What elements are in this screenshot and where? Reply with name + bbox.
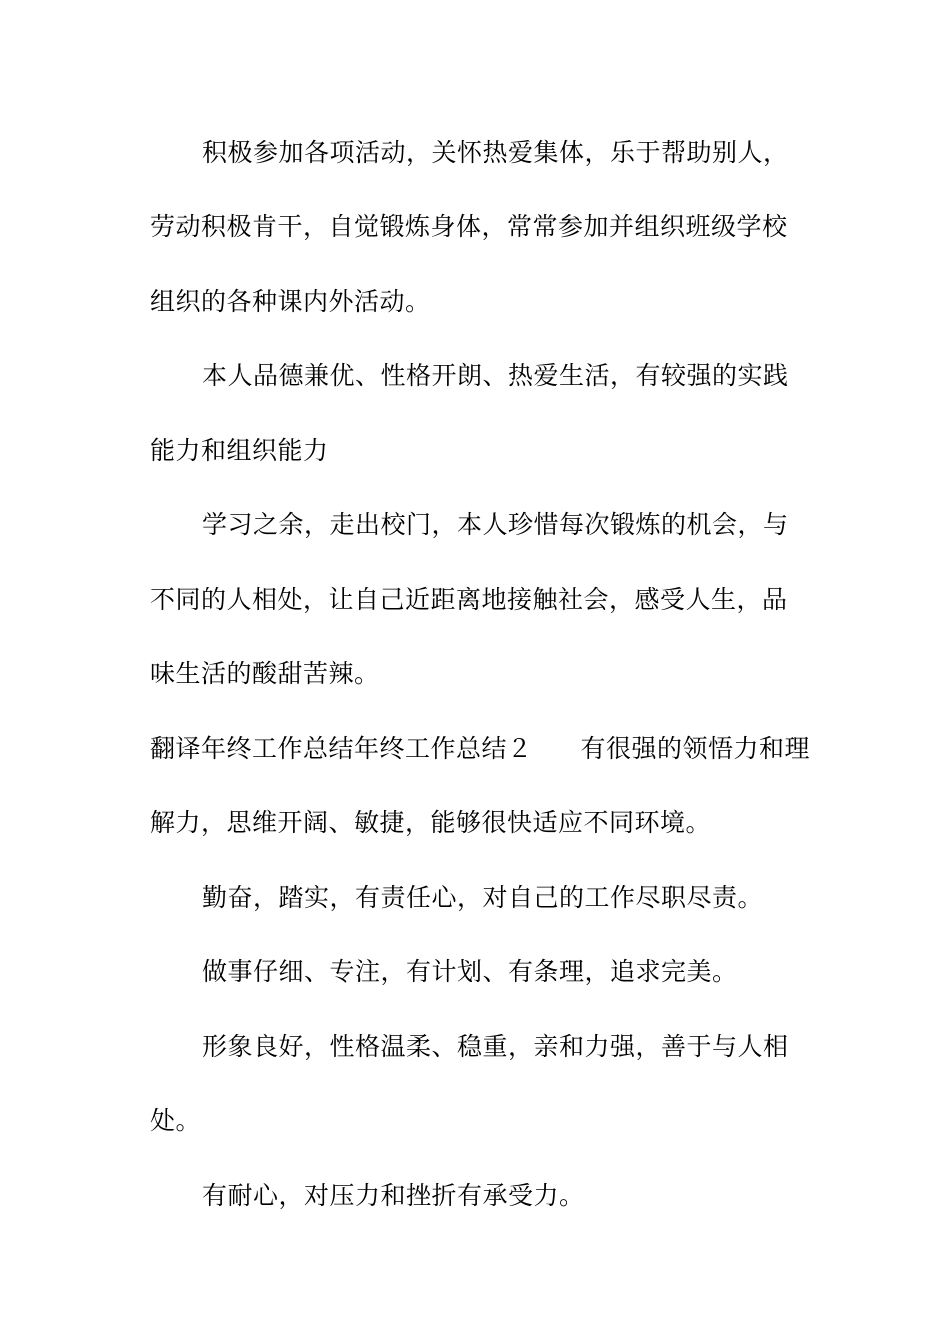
text-line: 做事仔细、专注，有计划、有条理，追求完美。 xyxy=(202,957,738,986)
heading-line xyxy=(150,734,810,764)
text-line: 不同的人相处，让自己近距离地接触社会，感受人生，品 xyxy=(150,585,788,614)
text-line: 学习之余，走出校门，本人珍惜每次锻炼的机会，与 xyxy=(202,510,789,539)
text-line: 本人品德兼优、性格开朗、热爱生活，有较强的实践 xyxy=(202,361,789,390)
text-fragment: 有很强的领悟力和理 xyxy=(580,734,811,763)
text-line: 处。 xyxy=(150,1106,202,1135)
text-line: 勤奋，踏实，有责任心，对自己的工作尽职尽责。 xyxy=(202,883,764,912)
text-line: 组织的各种课内外活动。 xyxy=(150,287,431,316)
text-line: 味生活的酸甜苦辣。 xyxy=(150,659,380,688)
text-line: 形象良好，性格温柔、稳重，亲和力强，善于与人相 xyxy=(202,1032,789,1061)
text-line: 积极参加各项活动，关怀热爱集体，乐于帮助别人， xyxy=(202,138,789,167)
text-line: 解力，思维开阔、敏捷，能够很快适应不同环境。 xyxy=(150,808,712,837)
section-heading: 翻译年终工作总结年终工作总结２ xyxy=(150,734,533,763)
text-line: 有耐心，对压力和挫折有承受力。 xyxy=(202,1181,585,1210)
text-line: 劳动积极肯干，自觉锻炼身体，常常参加并组织班级学校 xyxy=(150,212,788,241)
text-line: 能力和组织能力 xyxy=(150,436,329,465)
